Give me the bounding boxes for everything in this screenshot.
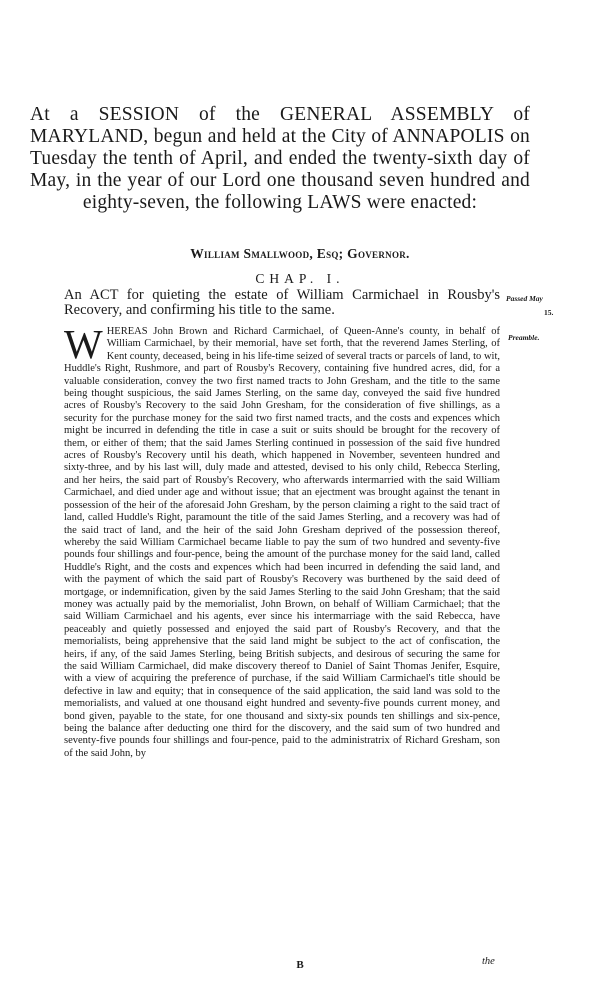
governor-line: William Smallwood, Esq; Governor. — [190, 246, 410, 261]
margin-note-date: 15. — [544, 308, 554, 317]
session-heading: At a SESSION of the GENERAL ASSEMBLY of MARYLAND, begun and held at the City of ANNAPOLIS on Tuesday the tenth of April, and ended the twenty-sixth day of May, in the year of our Lord one thousand seven hundred and eighty-seven, the following LAWS were enacted: — [30, 104, 530, 213]
drop-cap: W — [64, 321, 103, 367]
act-body — [64, 321, 500, 760]
margin-note-passed: Passed May — [506, 294, 543, 303]
act-body-text: HEREAS John Brown and Richard Carmichael, of Queen-Anne's county, in behalf of William Carmichael, by their memorial, have set forth, that the reverend James Sterling, of Kent county, deceased, being in his life-time seized of several tracts or parcels of land, to wit, Huddle's Right, Rushmore, and part of Rousby's Recovery, containing five hundred acres, did, for a valuable consideration, convey the two first named tracts to John Gresham, and the title to the same being thought suspicious, the said James Sterling, on the same day, conveyed the said five hundred acres of Rousby's Recovery to the said John Gresham, for the consideration of five shillings, as a security for the purchase money for the said two first named tracts, and the costs and expences which might be incurred in defending the title in case a suit or suits should be brought for the recovery of them, or either of them; that the said James Sterling continued in possession of the said five hundred acres of Rousby's Recovery until his death, which happened in November, seventeen hundred and sixty-three, and by his last will, duly made and attested, devised to his only child, Rebecca Sterling, and her heirs, the said part of Rousby's Recovery, who afterwards intermarried with the said William Carmichael, and died under age and without issue; that an ejectment was brought against the tenant in possession of the heir of the aforesaid John Gresham, by the person claiming a right to the said tract of land, called Huddle's Right, paramount the title of the said James Sterling, and a recovery was had of the said tract of land, and the heir of the said John Gresham deprived of the possession thereof, whereby the said William Carmichael became liable to pay the sum of two hundred and seventy-five pounds four shillings and four-pence, being the amount of the purchase money for the said land, called Huddle's Right, and the costs and expences which had been incurred in defending the said land, and with the payment of which the said part of Rousby's Recovery was burthened by the said deed of mortgage, or indemnification, given by the said James Sterling to the said John Gresham; that the said money was actually paid by the memorialist, John Brown, on behalf of William Carmichael; that the said William Carmichael and his agents, ever since his intermarriage with the said Rebecca, have peaceably and quietly possessed and enjoyed the said part of Rousby's Recovery, and that the memorialists, being apprehensive that the said land might be subject to the act of confiscation, the heirs, if any, of the said James Sterling, being British subjects, and desirous of securing the same for the said William Carmichael, did make discovery thereof to Daniel of Saint Thomas Jenifer, Esquire, with a view of acquiring the preference of purchase, if the said William Carmichael's title should be defective in law and equity; that in consequence of the said application, the said land was sold to the memorialists, and valued at one thousand eight hundred and seventy-five pounds current money, and bond given, payable to the state, for one thousand and sixty-six pounds ten shillings and six-pence, being the balance after deducting one third for the discovery, and the said sum of two hundred and seventy-five pounds four shillings and four-pence, paid to the administratrix of Richard Gresham, son of the said John, by — [64, 326, 500, 759]
catchword: the — [482, 956, 495, 967]
chapter-heading: CHAP. I. — [255, 271, 345, 286]
margin-note-preamble: Preamble. — [508, 333, 540, 342]
act-title: An ACT for quieting the estate of William Carmichael in Rousby's Recovery, and confirming his title to the same. — [64, 287, 500, 318]
signature-mark: B — [296, 959, 304, 971]
